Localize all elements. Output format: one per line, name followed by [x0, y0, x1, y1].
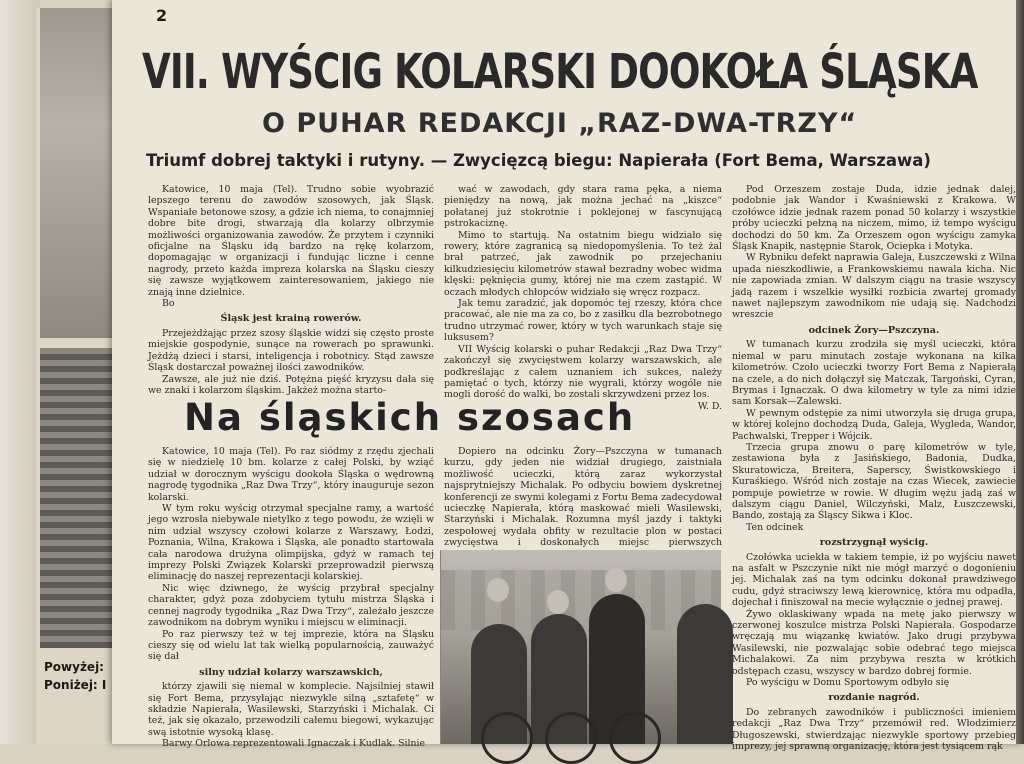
photo-bicycle-wheel: [481, 712, 533, 764]
strip-caption-above: Powyżej:: [44, 660, 104, 674]
photo-rider-head: [547, 590, 569, 614]
paragraph: Bo: [162, 298, 175, 310]
paragraph: wać w zawodach, gdy stara rama pęka, a niema pieniędzy na nową, jak można jechać na „kiszce“ połatanej już stokrotnie i poklejonej w fascynującą pstrokaciznę.: [444, 184, 722, 230]
photo-rider-head: [605, 568, 627, 592]
page-number: 2: [156, 6, 168, 25]
strip-caption-below: Poniżej: I: [44, 678, 107, 692]
section-subhead: rozstrzygnął wyścig.: [819, 537, 929, 549]
newspaper-page: [112, 0, 1024, 753]
section-subhead: rozdanie nagród.: [828, 692, 920, 704]
strip-photo-crowd: [40, 348, 112, 648]
paragraph: VII Wyścig kolarski o puhar Redakcji „Raz Dwa Trzy“ zakończył się zwycięstwem kolarzy warszawskich, ale podkreślając z całem uznaniem ich sukces, należy pamiętać o tych, którzy nie wygrali, którzy wogóle nie mogli dorość do walki, bo zostali skrzywdzeni przez los.: [444, 343, 722, 401]
paragraph: Trzecia grupa znowu o parę kilometrów w tyle, zestawiona była z Jasińskiego, Badonia, Dudka, Skuratowicza, Breitera, Saperscy, Świstkowskiego i Kuraśkiego. Wśród nich zostaje na czas Wiecek, zawiecie pompuje powietrze w rowie. W długim wężu jadą zaś w dalszym ciągu Daniel, Wilczyński, Malz, Łuszczewski, Bando, zostają za Śląscy Sikwa i Kloc.: [732, 441, 1016, 522]
paragraph: W Rybniku defekt naprawia Galeja, Łuszczewski z Wilna upada nieszkodliwie, a Frankowskiemu nawala kicha. Nic nie zapowiada zmian. W dalszym ciągu na trasie wszyscy jadą razem i wszelkie wysiłki rozbicia zwartej gromady nawet najlepszym zawodnikom nie udają się. Nadchodzi wreszcie: [732, 252, 1016, 321]
paragraph: Pod Orzeszem zostaje Duda, idzie jednak dalej, podobnie jak Wandor i Kwaśniewski z Krakowa. W czołówce idzie jednak razem ponad 50 kolarzy i wszystkie próby ucieczki pełzną na niczem, mimo, iż tempo wyścigu dochodzi do 50 km. Za Orzeszem ogon wyścigu zamyka Śląsk Knapik, następnie Starok, Ociepka i Motyka.: [732, 184, 1016, 253]
article2-col2: [444, 446, 722, 549]
photo-bicycle-wheel: [545, 712, 597, 764]
article2-col3: [732, 184, 1016, 753]
underlying-page-edge: [0, 0, 40, 744]
page-headline: VII. WYŚCIG KOLARSKI DOOKOŁA ŚLĄSKA: [142, 44, 978, 100]
paragraph: Barwy Orlowa reprezentowali Ignaczak i Kudlak. Silnie: [162, 738, 426, 750]
paragraph: Żywo oklaskiwany wpada na metę jako pierwszy w czerwonej koszulce mistrza Polski Napierała. Gospodarze wręczają mu wiązankę kwiatów. Jako drugi przybywa Wasilewski, nie pozwalając sobie odebrać tego miejsca Michalakowi. Za nim przybywa reszta w krótkich odstępach czasu, wszyscy w bardzo dobrej formie.: [732, 608, 1016, 677]
article2-col1: [148, 446, 434, 750]
strip-caption: [44, 658, 114, 694]
section-subhead: odcinek Żory—Pszczyna.: [808, 324, 940, 336]
page-tagline: Triumf dobrej taktyki i rutyny. — Zwycięzcą biegu: Napierała (Fort Bema, Warszawa): [146, 151, 931, 170]
paragraph: Po wyścigu w Domu Sportowym odbyło się: [746, 677, 950, 689]
section-subhead: Śląsk jest krainą rowerów.: [220, 313, 362, 325]
paragraph: Zawsze, ale już nie dziś. Potężna pięść kryzysu dała się we znaki i kolarzom śląskim. Jakżeż można starto-: [148, 373, 434, 396]
paragraph: Dopiero na odcinku Żory—Pszczyna w tumanach kurzu, gdy jeden nie widział drugiego, zaistniała możliwość ucieczki, którą zaraz wykorzystał najsprytniejszy Michalak. Po odbyciu bowiem dyskretnej konferencji ze swymi kolegami z Fortu Bema zadecydował ucieczkę Napierała, którą maskować mieli Wasilewski, Starzyński i Michalak. Rozumna myśl jazdy i taktyki zespołowej wydała obfity w rezultacie plon w postaci zwycięstwa i doskonałych miejsc pierwszych: [444, 446, 722, 549]
paragraph: Przejeżdżając przez szosy śląskie widzi się często proste miejskie gospodynie, sunące na rowerach po sprawunki. Jeżdżą dzieci i starsi, inteligencja i robotnicy. Stąd zawsze Śląsk dostarczał poważnej ilości zawodników.: [148, 327, 434, 374]
strip-photo-top: [40, 8, 112, 338]
photo-rider: [677, 604, 733, 744]
article1-col1: [148, 184, 434, 394]
paragraph: Po raz pierwszy też w tej imprezie, która na Śląsku cieszy się od wielu lat tak wielką popularnością, zauważyć się dał: [148, 628, 434, 663]
section-subhead: silny udział kolarzy warszawskich,: [199, 666, 383, 678]
paragraph: Katowice, 10 maja (Tel). Po raz siódmy z rzędu zjechali się w niedzielę 10 bm. kolarze z całej Polski, by wziąć udział w dorocznym wyścigu dookoła Śląska o wędrowną nagrodę tygodnika „Raz Dwa Trzy“, który inauguruje sezon kolarski.: [148, 446, 434, 503]
photo-rider-head: [487, 578, 509, 602]
paragraph: Do zebranych zawodników i publiczności imieniem redakcji „Raz Dwa Trzy“ przemówił red. Włodzimierz Długoszewski, stwierdzając niezwykle sportowy przebieg imprezy, jej sprawną organizację, która jest tysiącem rąk: [732, 706, 1016, 753]
article2-title: Na śląskich szosach: [184, 396, 636, 439]
photo-bicycle-wheel: [609, 712, 661, 764]
page-subhead: O PUHAR REDAKCJI „RAZ-DWA-TRZY“: [262, 108, 858, 139]
paragraph: Katowice, 10 maja (Tel). Trudno sobie wyobrazić lepszego terenu do zawodów szosowych, jak Śląsk. Wspaniałe betonowe szosy, a gdzie ich niema, to conajmniej dobre bite drogi, stwarzają dla kolarzy olbrzymie możliwości organizowania zawodów. Że przytem i czynniki oficjalne na Śląsku idą bardzo na rękę kolarzom, dopomagając w organizacji i fundując liczne i cenne nagrody, przeto każda impreza kolarska na Śląsku cieszy się zawsze wyjątkowem zainteresowaniem, jakiego nie znają inne dzielnice.: [148, 184, 434, 298]
previous-page-strip: [36, 8, 113, 744]
paragraph: W tym roku wyścig otrzymał specjalne ramy, a wartość jego wzrosła niebywale nietylko z tego powodu, że wzięli w nim udział wszyscy czołowi kolarze z Warszawy, Łodzi, Poznania, Wilna, Krakowa i Śląska, ale ponadto startowała cała narodowa drużyna olimpijska, gdyż w ramach tej imprezy Polski Związek Kolarski przeprowadził pierwszą eliminację do naszej reprezentacji kolarskiej.: [148, 503, 434, 583]
paragraph: W tumanach kurzu zrodziła się myśl ucieczki, która niemal w paru minutach zostaje wykonana na kilka kilometrów. Czoło ucieczki tworzy Fort Bema z Napierałą na czele, a do nich dołączył się Matczak, Targoński, Cyran, Brymas i Ignaczak. O dwa kilometry w tyle za nimi idzie sam Korsak—Zalewski.: [732, 339, 1016, 408]
cyclists-photo: [440, 550, 721, 744]
paragraph: którzy zjawili się niemal w komplecie. Najsilniej stawił się Fort Bema, przysyłając niezwykle silną „sztafetę“ w składzie Napierała, Wasilewski, Starzyński i Michalak. Ci też, jak się okazało, przewodzili całemu biegowi, wykazując swą istotnie wysoką klasę.: [148, 681, 434, 738]
article1-col2: [444, 184, 722, 412]
paragraph: W pewnym odstępie za nimi utworzyła się druga grupa, w której kolejno dochodzą Duda, Galeja, Wygleda, Wandor, Pachwalski, Trepper i Wójcik.: [732, 407, 1016, 442]
page-edge-shadow: [1016, 0, 1024, 744]
article-signature: W. D.: [697, 400, 722, 412]
paragraph: Jak temu zaradzić, jak dopomóc tej rzeszy, która chce pracować, ale nie ma za co, bo z zasiłku dla bezrobotnego trudno utrzymać rower, który w tych warunkach staje się luksusem?: [444, 298, 722, 344]
paragraph: Nic więc dziwnego, że wyścig przybrał specjalny charakter, gdyż poza zdobyciem tytułu mistrza Śląska i cennej nagrody tygodnika „Raz Dwa Trzy“, zależało jeszcze zawodnikom na dobrym wyniku i miejscu w eliminacji.: [148, 582, 434, 629]
paragraph: Mimo to startują. Na ostatnim biegu widziało się rowery, które zagranicą są niedopomyślenia. To też żal brał patrzeć, jak zawodnik po przejechaniu kilkudziesięciu kilometrów stawał bezradny wobec widma klęski: pęknięcia gumy, której nie ma czem zastąpić. W oczach młodych chłopców widziało się wręcz rozpacz.: [444, 229, 722, 298]
paragraph: Ten odcinek: [746, 521, 804, 533]
paragraph: Czołówka uciekła w takiem tempie, iż po wyjściu nawet na asfalt w Pszczynie nikt nie mógł marzyć o dogonieniu jej. Michalak zaś na tym odcinku dokonał prawdziwego cudu, gdyż straciwszy lewą kierownicę, która mu odpadła, dojechał i finiszował na mecie wyłącznie o jednej prawej.: [732, 551, 1016, 609]
